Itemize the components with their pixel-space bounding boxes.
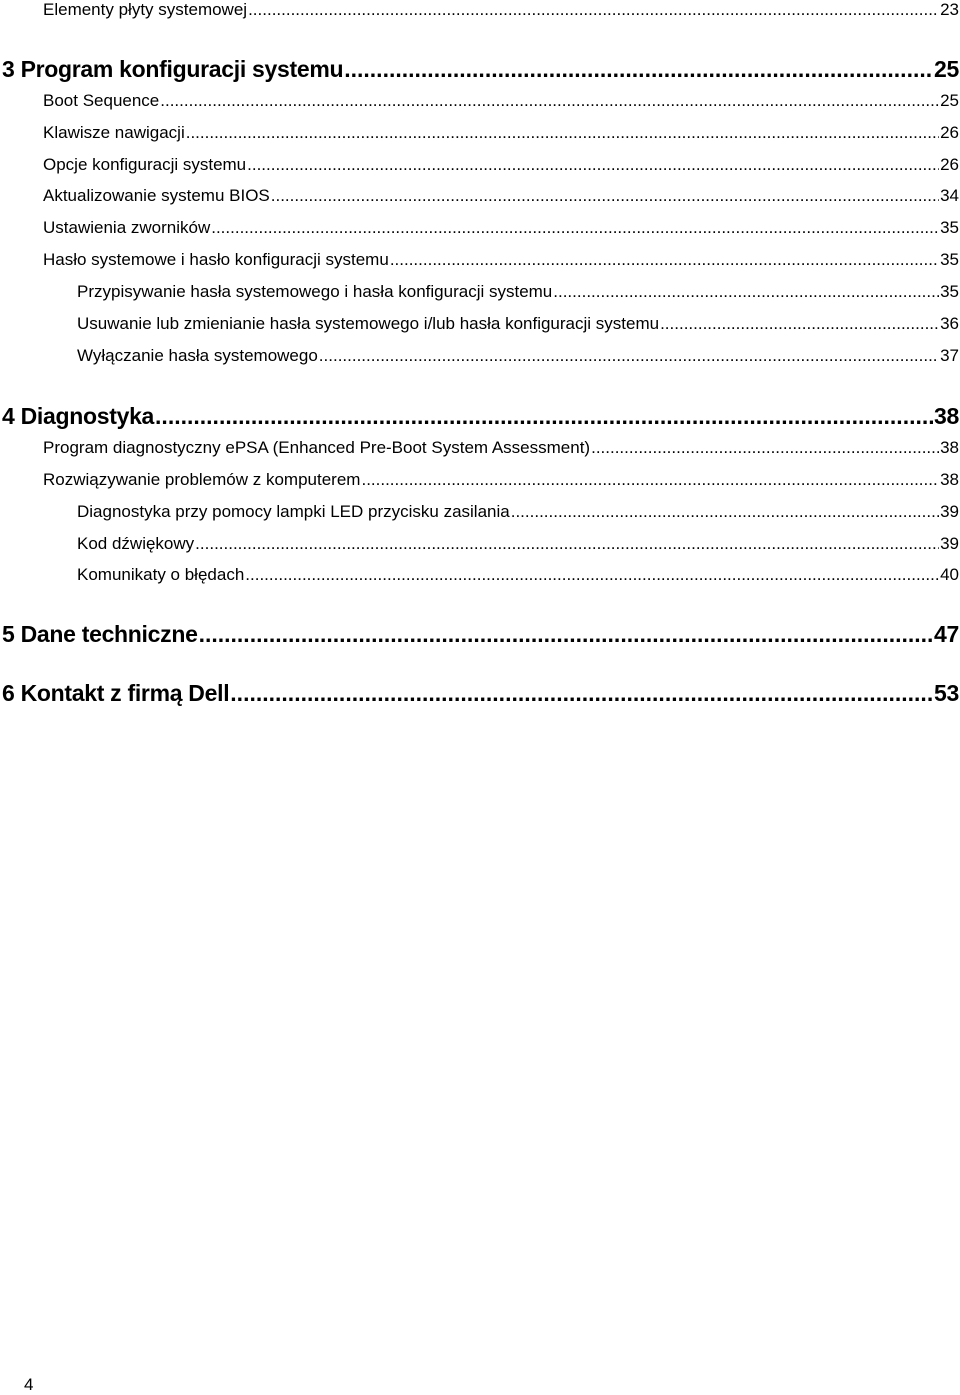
toc-entry-rozwiazywanie-problemow[interactable] <box>43 470 959 490</box>
toc-entry-title: Diagnostyka przy pomocy lampki LED przycisku zasilania <box>77 502 510 521</box>
toc-leader-dots <box>271 186 939 206</box>
toc-entry-title: Aktualizowanie systemu BIOS <box>43 186 270 205</box>
toc-entry-usuwanie-hasla[interactable] <box>77 314 959 334</box>
toc-entry-ustawienia-zwornikow[interactable] <box>43 218 959 238</box>
toc-chapter-program-konfiguracji[interactable] <box>2 56 959 83</box>
toc-leader-dots <box>361 470 939 490</box>
toc-entry-komunikaty-o-bledach[interactable] <box>77 565 959 585</box>
toc-leader-dots <box>160 91 939 111</box>
toc-chapter-dane-techniczne[interactable] <box>2 621 959 648</box>
toc-leader-dots <box>344 56 933 83</box>
toc-entry-title: Boot Sequence <box>43 91 160 110</box>
toc-entry-title: Ustawienia zworników <box>43 218 211 237</box>
toc-entry-page: 35 <box>940 218 959 237</box>
toc-entry-title: Kod dźwiękowy <box>77 534 195 553</box>
toc-entry-title: Usuwanie lub zmienianie hasła systemowego i/lub hasła konfiguracji systemu <box>77 314 660 333</box>
toc-leader-dots <box>248 0 939 20</box>
toc-entry-page: 26 <box>940 155 959 174</box>
toc-entry-klawisze-nawigacji[interactable] <box>43 123 959 143</box>
toc-entry-page: 36 <box>940 314 959 333</box>
toc-entry-page: 23 <box>940 0 959 19</box>
toc-entry-przypisywanie-hasla[interactable] <box>77 282 959 302</box>
toc-entry-page: 39 <box>940 534 959 553</box>
toc-entry-title: Wyłączanie hasła systemowego <box>77 346 318 365</box>
toc-entry-page: 40 <box>940 565 959 584</box>
toc-entry-page: 39 <box>940 502 959 521</box>
toc-entry-kod-dzwiekowy[interactable] <box>77 534 959 554</box>
toc-entry-title: Hasło systemowe i hasło konfiguracji systemu <box>43 250 389 269</box>
toc-entry-wylaczanie-hasla[interactable] <box>77 346 959 366</box>
toc-entry-page: 38 <box>940 470 959 489</box>
toc-chapter-page: 25 <box>934 56 959 82</box>
toc-entry-opcje-konfiguracji[interactable] <box>43 155 959 175</box>
toc-leader-dots <box>553 282 939 302</box>
toc-leader-dots <box>195 534 939 554</box>
toc-entry-program-epsa[interactable] <box>43 438 959 458</box>
toc-entry-title: Przypisywanie hasła systemowego i hasła konfiguracji systemu <box>77 282 553 301</box>
toc-entry-elementy-plyty-systemowej[interactable] <box>43 0 959 20</box>
toc-entry-haslo-systemowe[interactable] <box>43 250 959 270</box>
toc-chapter-page: 38 <box>934 403 959 429</box>
toc-entry-page: 34 <box>940 186 959 205</box>
page-number: 4 <box>24 1375 34 1394</box>
toc-entry-page: 35 <box>940 250 959 269</box>
toc-entry-title: Program diagnostyczny ePSA (Enhanced Pre-Boot System Assessment) <box>43 438 591 457</box>
toc-entry-title: Elementy płyty systemowej <box>43 0 248 19</box>
toc-leader-dots <box>511 502 939 522</box>
toc-entry-aktualizowanie-bios[interactable] <box>43 186 959 206</box>
toc-entry-page: 26 <box>940 123 959 142</box>
toc-entry-title: Komunikaty o błędach <box>77 565 245 584</box>
toc-leader-dots <box>155 403 933 430</box>
toc-leader-dots <box>660 314 939 334</box>
toc-entry-page: 35 <box>940 282 959 301</box>
toc-entry-title: Rozwiązywanie problemów z komputerem <box>43 470 361 489</box>
toc-leader-dots <box>390 250 939 270</box>
toc-chapter-page: 53 <box>934 680 959 706</box>
toc-leader-dots <box>199 621 933 648</box>
toc-entry-page: 38 <box>940 438 959 457</box>
toc-entry-title: Opcje konfiguracji systemu <box>43 155 247 174</box>
toc-leader-dots <box>186 123 939 143</box>
toc-leader-dots <box>591 438 939 458</box>
toc-chapter-title: 6 Kontakt z firmą Dell <box>2 680 230 706</box>
toc-entry-page: 25 <box>940 91 959 110</box>
toc-chapter-page: 47 <box>934 621 959 647</box>
toc-chapter-title: 5 Dane techniczne <box>2 621 198 647</box>
toc-leader-dots <box>319 346 939 366</box>
toc-leader-dots <box>211 218 939 238</box>
toc-chapter-title: 4 Diagnostyka <box>2 403 155 429</box>
toc-chapter-kontakt-z-dell[interactable] <box>2 680 959 707</box>
toc-entry-boot-sequence[interactable] <box>43 91 959 111</box>
toc-entry-diagnostyka-led[interactable] <box>77 502 959 522</box>
toc-leader-dots <box>245 565 939 585</box>
toc-leader-dots <box>247 155 939 175</box>
toc-entry-page: 37 <box>940 346 959 365</box>
toc-leader-dots <box>230 680 933 707</box>
toc-chapter-title: 3 Program konfiguracji systemu <box>2 56 344 82</box>
toc-entry-title: Klawisze nawigacji <box>43 123 185 142</box>
toc-chapter-diagnostyka[interactable] <box>2 403 959 430</box>
